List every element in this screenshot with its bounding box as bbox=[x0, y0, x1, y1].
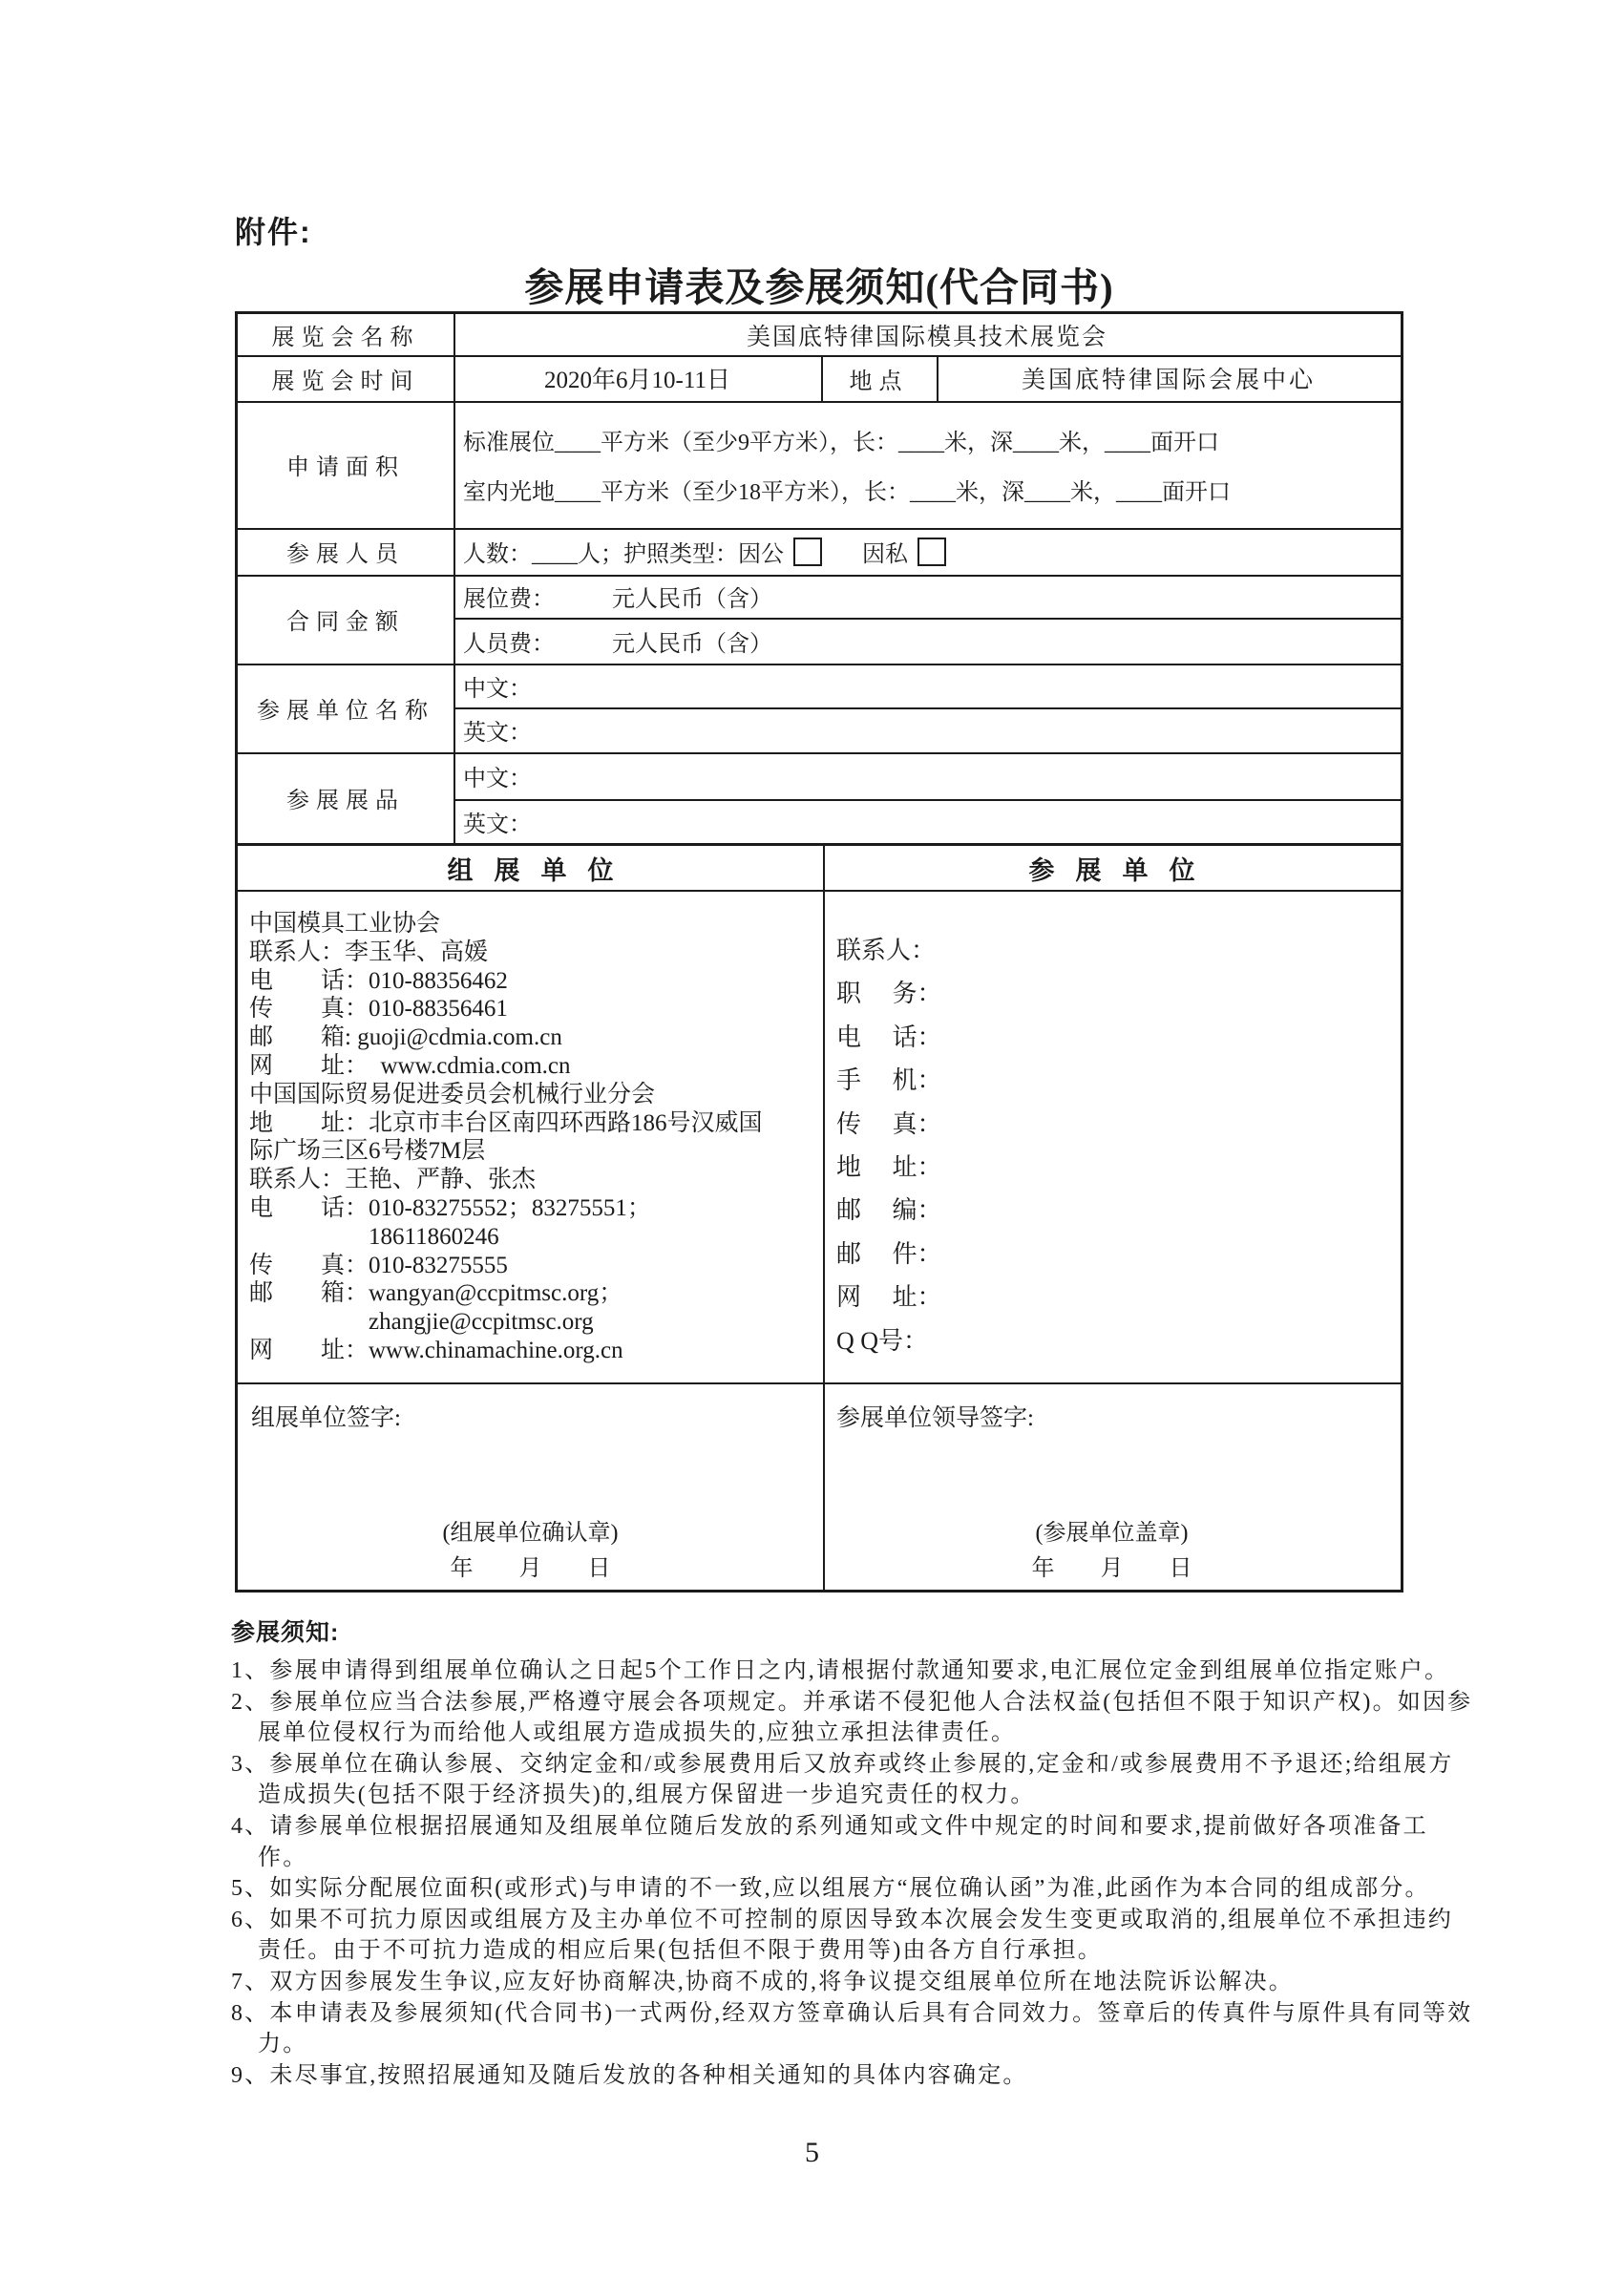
organizer-contact-line: zhangjie@ccpitmsc.org bbox=[249, 1309, 594, 1336]
exhibitor-signature-label: 参展单位领导签字: bbox=[836, 1405, 1034, 1431]
note-item: 8、本申请表及参展须知(代合同书)一式两份,经双方签章确认后具有合同效力。签章后的传真件与原件具有同等效力。 bbox=[231, 2000, 1473, 2057]
exhibitor-contact-line: 邮 件： bbox=[836, 1239, 942, 1268]
note-item: 4、请参展单位根据招展通知及组展单位随后发放的系列通知或文件中规定的时间和要求,提前做好各项准备工作。 bbox=[231, 1813, 1428, 1870]
organizer-contact-line: 际广场三区6号楼7M层 bbox=[249, 1138, 486, 1165]
organizer-section-header: 组展单位 bbox=[447, 855, 635, 885]
company-name-en-line: 英文： bbox=[463, 721, 532, 746]
personnel-count-text: 人数：____人；护照类型： bbox=[463, 542, 738, 567]
organizer-contact-line: 中国国际贸易促进委员会机械行业分会 bbox=[249, 1081, 656, 1107]
exhibition-time-label: 展览会时间 bbox=[271, 369, 420, 394]
personnel-fee-line: 人员费： 元人民币（含） bbox=[463, 631, 772, 657]
exhibitor-section-header: 参展单位 bbox=[1028, 855, 1216, 885]
organizer-contact-line: 网 址： www.cdmia.com.cn bbox=[249, 1052, 571, 1079]
table-gridline bbox=[238, 1382, 1401, 1384]
table-gridline bbox=[238, 890, 1401, 892]
exhibition-name-label: 展览会名称 bbox=[271, 326, 420, 350]
organizer-contact-line: 18611860246 bbox=[249, 1223, 499, 1250]
application-form-table bbox=[235, 311, 1403, 1592]
area-standard-booth-line: 标准展位____平方米（至少9平方米），长：____米，深____米，____面开口 bbox=[463, 431, 1219, 455]
page-title: 参展申请表及参展须知(代合同书) bbox=[524, 265, 1114, 309]
exhibition-name-value: 美国底特律国际模具技术展览会 bbox=[746, 324, 1107, 350]
organizer-signature-label: 组展单位签字: bbox=[251, 1405, 401, 1431]
exhibitor-seal-note: (参展单位盖章) bbox=[1035, 1521, 1189, 1546]
page-number: 5 bbox=[805, 2137, 819, 2168]
table-gridline bbox=[823, 843, 825, 1590]
note-item: 2、参展单位应当合法参展,严格遵守展会各项规定。并承诺不侵犯他人合法权益(包括但不限于知识产权)。如因参展单位侵权行为而给他人或组展方造成损失的,应独立承担法律责任。 bbox=[231, 1689, 1473, 1746]
note-item: 6、如果不可抗力原因或组展方及主办单位不可控制的原因导致本次展会发生变更或取消的,组展单位不承担违约责任。由于不可抗力造成的相应后果(包括但不限于费用等)由各方自行承担。 bbox=[231, 1907, 1453, 1964]
note-item: 1、参展申请得到组展单位确认之日起5个工作日之内,请根据付款通知要求,电汇展位定金到组展单位指定账户。 bbox=[231, 1658, 1450, 1683]
note-item: 5、如实际分配展位面积(或形式)与申请的不一致,应以组展方“展位确认函”为准,此函作为本合同的组成部分。 bbox=[231, 1876, 1430, 1902]
passport-official-checkbox bbox=[793, 538, 822, 566]
notes-section bbox=[231, 1614, 1474, 2091]
passport-private-checkbox bbox=[917, 538, 946, 566]
organizer-seal-note: (组展单位确认章) bbox=[442, 1521, 619, 1546]
note-item: 9、未尽事宜,按照招展通知及随后发放的各种相关通知的具体内容确定。 bbox=[231, 2062, 1028, 2088]
note-item: 7、双方因参展发生争议,应友好协商解决,协商不成的,将争议提交组展单位所在地法院诉讼解决。 bbox=[231, 1969, 1294, 1994]
organizer-contact-line: 联系人：王艳、严静、张杰 bbox=[249, 1167, 537, 1193]
exhibits-label: 参展展品 bbox=[286, 789, 405, 813]
exhibitor-contact-line: 联系人： bbox=[836, 937, 937, 964]
passport-official-label: 因公 bbox=[738, 542, 784, 567]
notes-list bbox=[231, 1656, 1474, 2091]
exhibitor-contact-line: 网 址： bbox=[836, 1283, 942, 1312]
exhibitor-contact-line: 传 真： bbox=[836, 1109, 942, 1138]
exhibitor-contact-line: 手 机： bbox=[836, 1066, 942, 1095]
organizer-contact-line: 传 真：010-83275555 bbox=[249, 1252, 508, 1278]
location-value: 美国底特律国际会展中心 bbox=[1021, 368, 1316, 393]
exhibits-en-line: 英文： bbox=[463, 812, 532, 837]
exhibition-time-value: 2020年6月10-11日 bbox=[544, 368, 730, 393]
passport-private-label: 因私 bbox=[862, 542, 908, 567]
personnel-label: 参展人员 bbox=[286, 542, 405, 567]
notes-title: 参展须知: bbox=[231, 1619, 340, 1646]
organizer-contact-line: 邮 箱: guoji@cdmia.com.cn bbox=[249, 1024, 562, 1051]
personnel-content bbox=[463, 528, 1394, 575]
organizer-contact-line: 网 址：www.chinamachine.org.cn bbox=[249, 1337, 623, 1363]
organizer-contact-block bbox=[249, 910, 817, 1365]
exhibits-cn-line: 中文： bbox=[463, 767, 532, 791]
organizer-contact-line: 电 话：010-83275552；83275551； bbox=[249, 1194, 651, 1221]
exhibitor-contact-block bbox=[836, 929, 1395, 1362]
area-label: 申请面积 bbox=[286, 455, 405, 480]
organizer-contact-line: 地 址：北京市丰台区南四环西路186号汉威国 bbox=[249, 1109, 763, 1136]
area-content bbox=[463, 401, 1394, 528]
contract-amount-label: 合同金额 bbox=[286, 610, 405, 635]
area-raw-space-line: 室内光地____平方米（至少18平方米），长：____米，深____米，____面开口 bbox=[463, 480, 1231, 505]
exhibitor-contact-line: 电 话： bbox=[836, 1023, 942, 1051]
booth-fee-line: 展位费： 元人民币（含） bbox=[463, 587, 772, 612]
organizer-contact-line: 电 话：010-88356462 bbox=[249, 967, 508, 994]
organizer-contact-line: 传 真：010-88356461 bbox=[249, 996, 508, 1023]
organizer-date-line: 年 月 日 bbox=[450, 1556, 611, 1581]
organizer-contact-line: 联系人：李玉华、高媛 bbox=[249, 939, 489, 965]
exhibitor-company-label: 参展单位名称 bbox=[257, 699, 434, 724]
exhibitor-contact-line: 地 址： bbox=[836, 1153, 942, 1182]
exhibitor-contact-line: 邮 编： bbox=[836, 1196, 942, 1225]
exhibitor-date-line: 年 月 日 bbox=[1031, 1556, 1192, 1581]
attachment-label: 附件: bbox=[235, 215, 312, 249]
location-label: 地点 bbox=[849, 369, 909, 394]
note-item: 3、参展单位在确认参展、交纳定金和/或参展费用后又放弃或终止参展的,定金和/或参展费用不予退还;给组展方造成损失(包括不限于经济损失)的,组展方保留进一步追究责任的权力。 bbox=[231, 1751, 1454, 1808]
company-name-cn-line: 中文： bbox=[463, 676, 532, 702]
exhibitor-contact-line: Q Q号： bbox=[836, 1326, 929, 1355]
exhibitor-contact-line: 职 务： bbox=[836, 980, 942, 1008]
organizer-contact-line: 邮 箱：wangyan@ccpitmsc.org； bbox=[249, 1280, 623, 1307]
organizer-contact-line: 中国模具工业协会 bbox=[249, 911, 441, 937]
